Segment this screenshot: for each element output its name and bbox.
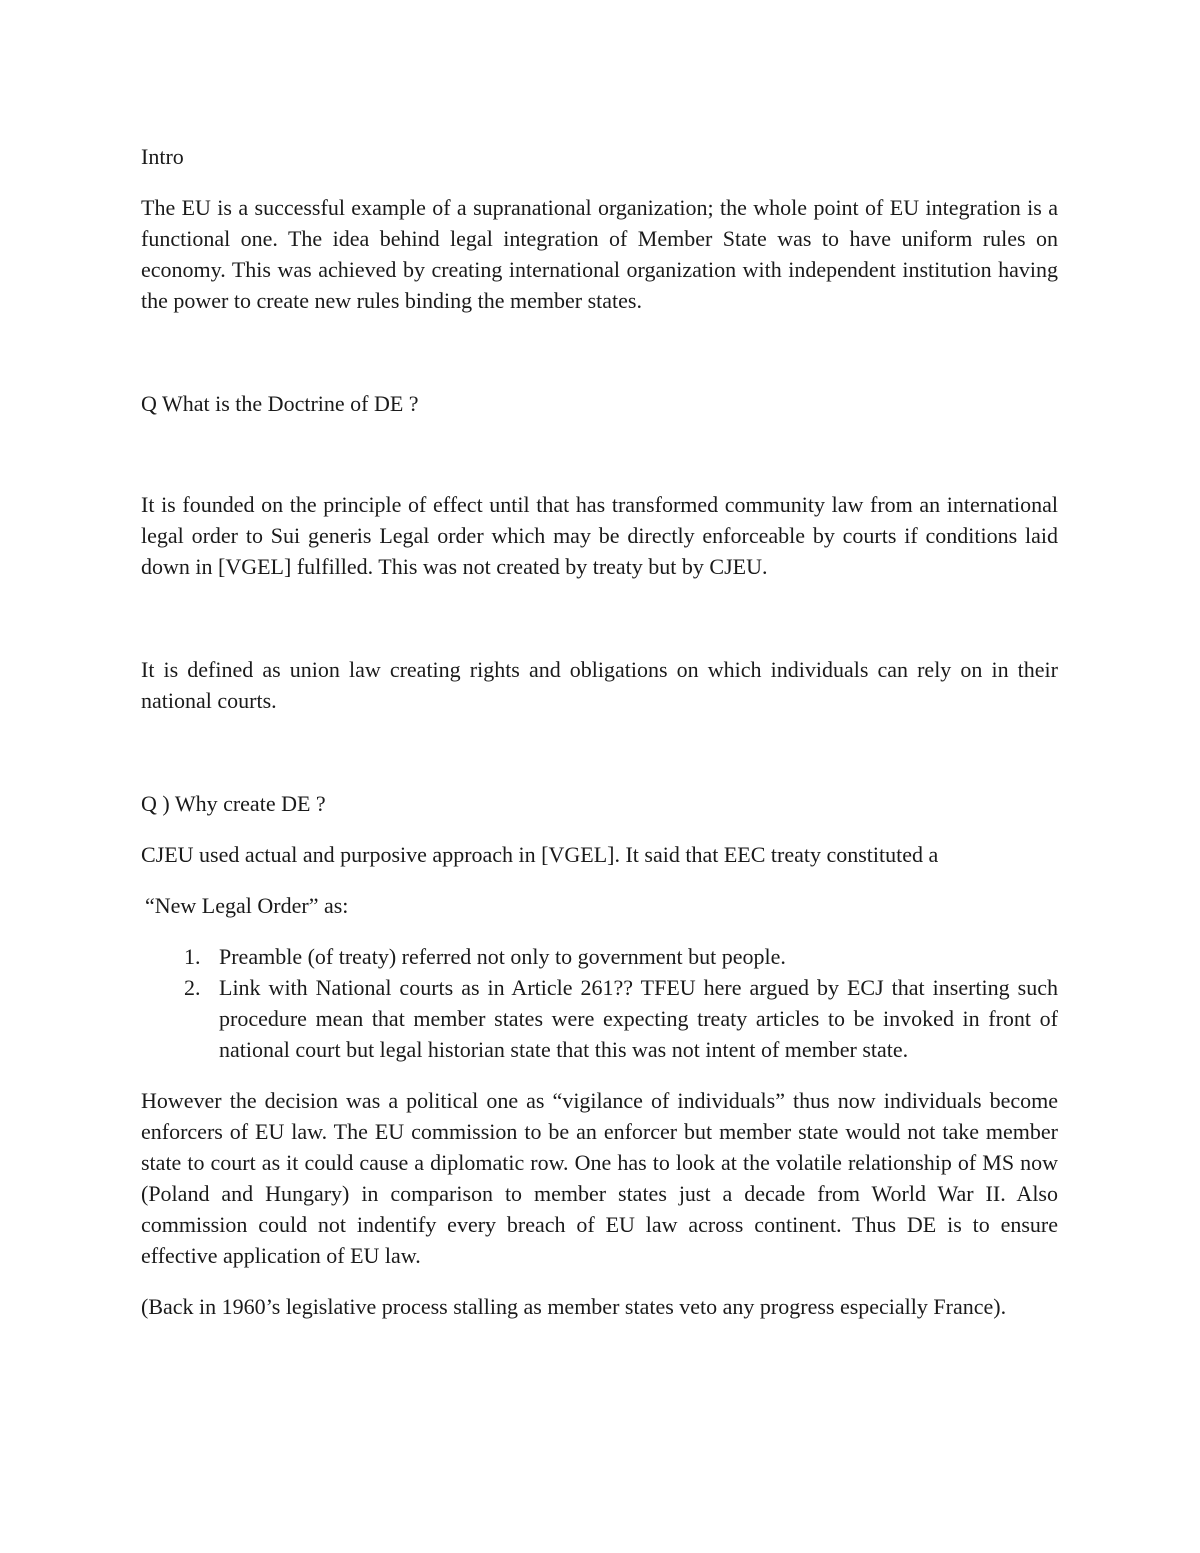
list-item-number: 2.	[184, 975, 201, 1000]
list-item-text: Link with National courts as in Article 261?? TFEU here argued by ECJ that inserting such procedure mean that member states were expecting treaty articles to be invoked in front of national court but legal historian state that this was not intent of member state.	[219, 975, 1058, 1062]
list-item	[141, 941, 1058, 972]
list-item-text: Preamble (of treaty) referred not only to government but people.	[219, 944, 786, 969]
answer-founded-paragraph: It is founded on the principle of effect until that has transformed community law from an international legal order to Sui generis Legal order which may be directly enforceable by courts if conditions laid down in [VGEL] fulfilled. This was not created by treaty but by CJEU.	[141, 492, 1058, 579]
document-body	[141, 141, 1058, 1322]
answer-cjeu-approach: CJEU used actual and purposive approach in [VGEL]. It said that EEC treaty constituted a	[141, 842, 939, 867]
new-legal-order-quote: “New Legal Order” as:	[145, 893, 349, 918]
answer-defined-paragraph: It is defined as union law creating rights and obligations on which individuals can rely on in their national courts.	[141, 657, 1058, 713]
reasons-list	[141, 941, 1058, 1065]
intro-heading: Intro	[141, 144, 184, 169]
list-item-number: 1.	[184, 944, 201, 969]
however-paragraph: However the decision was a political one as “vigilance of individuals” thus now individuals become enforcers of EU law. The EU commission to be an enforcer but member state would not take member state to court as it could cause a diplomatic row. One has to look at the volatile relationship of MS now (Poland and Hungary) in comparison to member states just a decade from World War II. Also commission could not indentify every breach of EU law across continent. Thus DE is to ensure effective application of EU law.	[141, 1088, 1058, 1268]
back-in-1960s-paragraph: (Back in 1960’s legislative process stalling as member states veto any progress especially France).	[141, 1294, 1007, 1319]
question-why-create-de: Q ) Why create DE ?	[141, 791, 326, 816]
list-item	[141, 972, 1058, 1065]
question-doctrine-of-de: Q What is the Doctrine of DE ?	[141, 391, 419, 416]
intro-paragraph: The EU is a successful example of a supranational organization; the whole point of EU integration is a functional one. The idea behind legal integration of Member State was to have uniform rules on economy. This was achieved by creating international organization with independent institution having the power to create new rules binding the member states.	[141, 195, 1058, 313]
